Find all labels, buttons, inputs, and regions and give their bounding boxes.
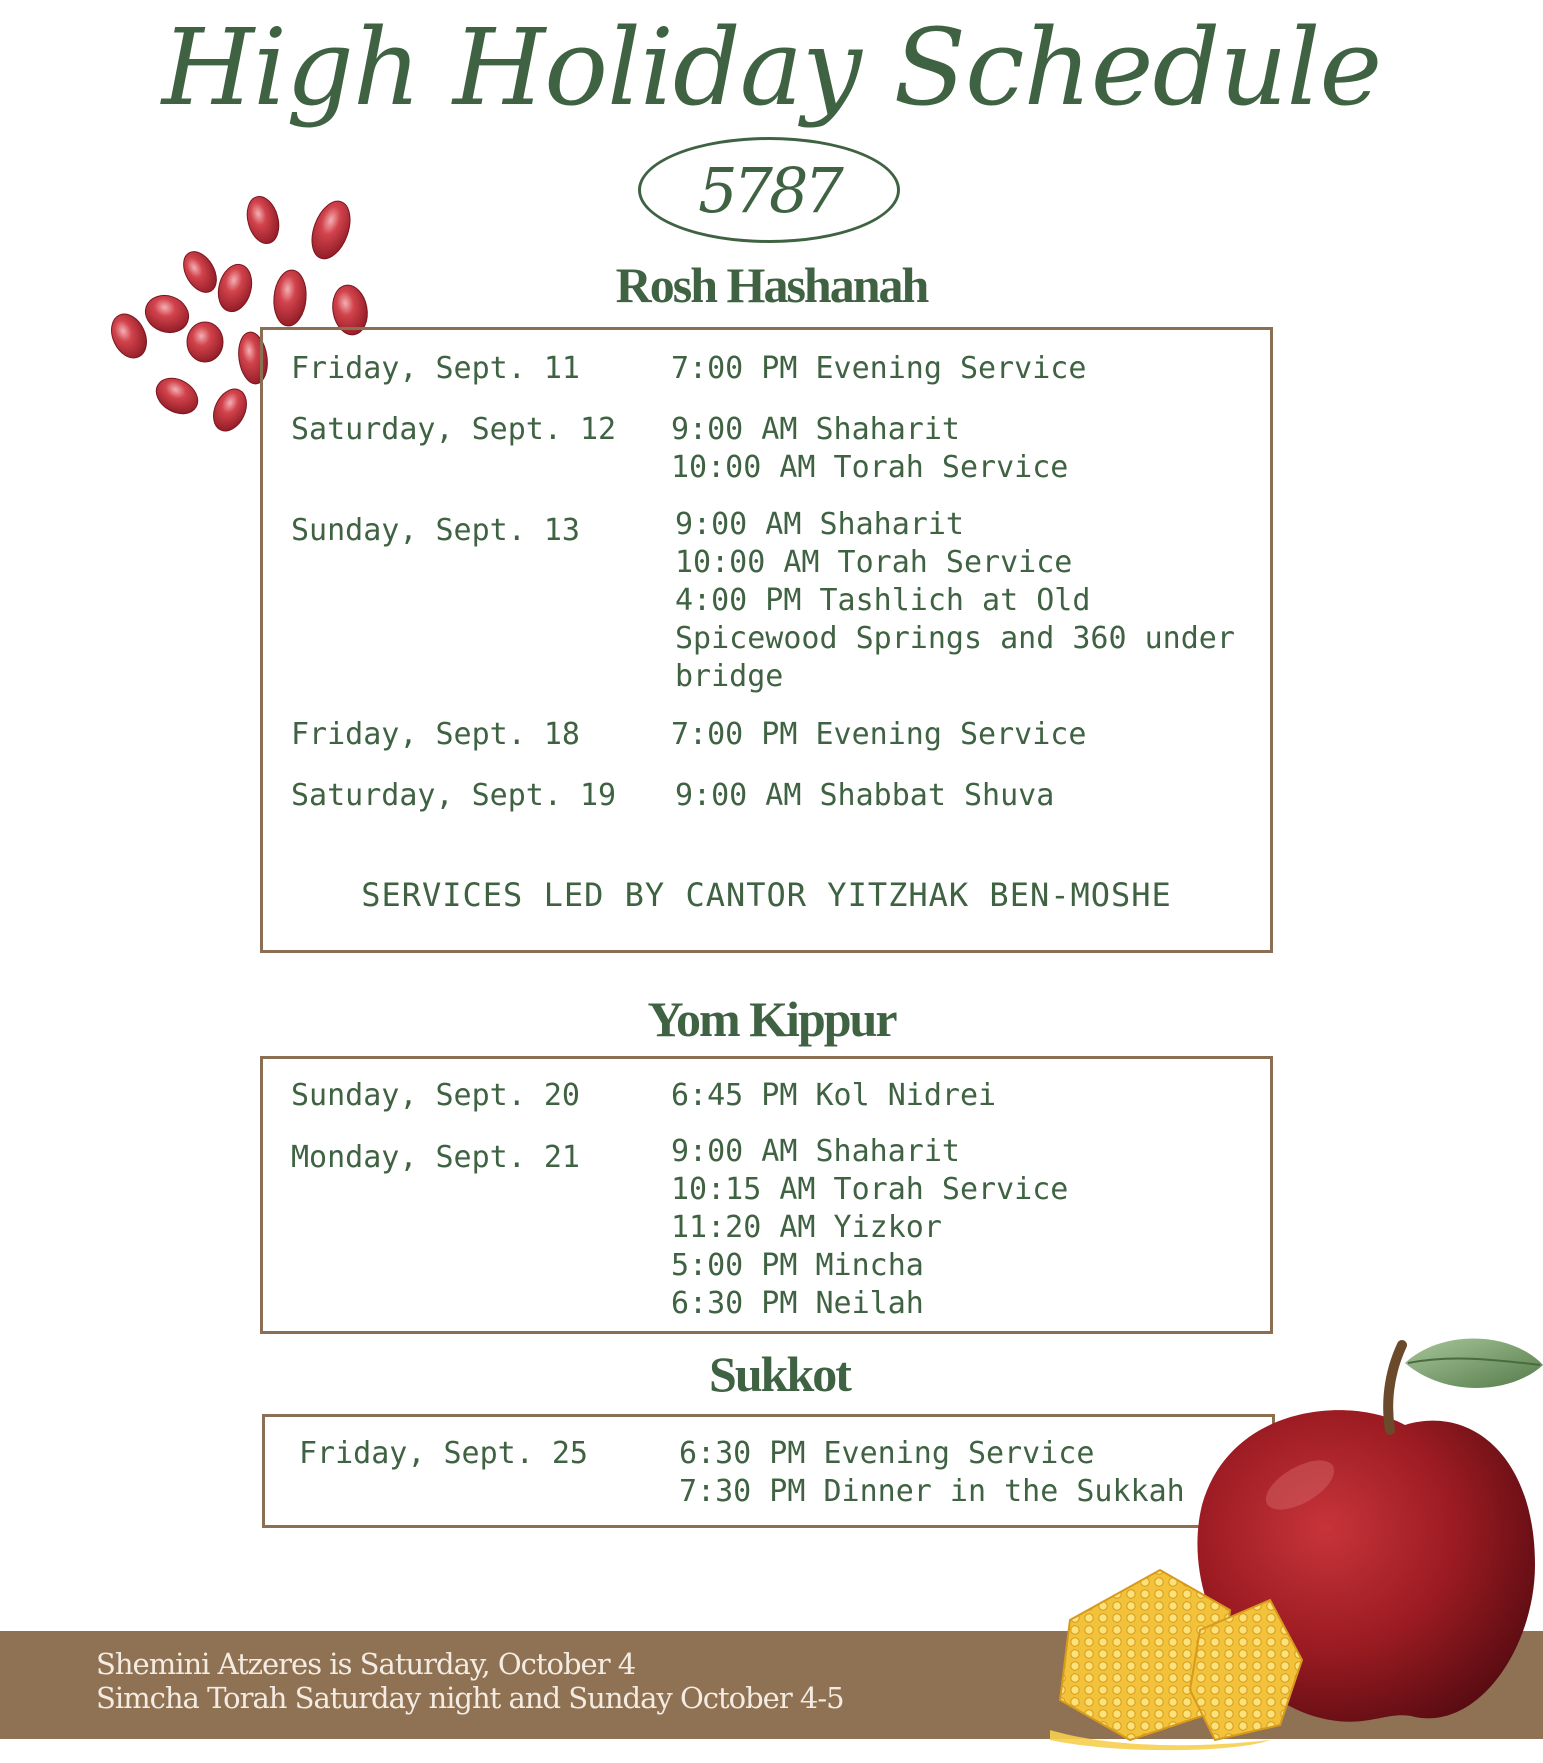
footer-line: Shemini Atzeres is Saturday, October 4 — [96, 1647, 636, 1681]
yk-time-line: 5:00 PM Mincha — [671, 1248, 924, 1283]
yk-time-line: 6:45 PM Kol Nidrei — [671, 1078, 997, 1113]
yk-time-line: 10:15 AM Torah Service — [671, 1172, 1069, 1207]
yom-kippur-heading: Yom Kippur — [647, 991, 896, 1047]
sukkot-times — [679, 1435, 1185, 1511]
rh-time-line: 9:00 AM Shaharit — [671, 412, 960, 447]
rh-date: Sunday, Sept. 13 — [291, 513, 580, 548]
rh-date: Friday, Sept. 18 — [291, 717, 580, 752]
yk-times — [671, 1077, 996, 1115]
rh-date: Saturday, Sept. 19 — [291, 778, 617, 813]
year-badge — [638, 137, 900, 243]
yk-times — [671, 1133, 1068, 1323]
year-text: 5787 — [698, 153, 840, 227]
rh-times — [671, 716, 1086, 754]
rh-time-line: 10:00 AM Torah Service — [671, 450, 1069, 485]
honeycomb-illustration — [1040, 1540, 1310, 1755]
rh-time-line: 9:00 AM Shaharit — [675, 507, 964, 542]
rh-time-line: bridge — [675, 659, 784, 694]
yom-kippur-box — [260, 1056, 1273, 1334]
rh-times — [675, 506, 1235, 696]
sukkot-time-line: 6:30 PM Evening Service — [679, 1436, 1095, 1471]
rh-date: Saturday, Sept. 12 — [291, 412, 617, 447]
yk-date: Sunday, Sept. 20 — [291, 1078, 580, 1113]
yk-date: Monday, Sept. 21 — [291, 1140, 580, 1175]
rosh-hashanah-box — [260, 327, 1273, 953]
footer-line: Simcha Torah Saturday night and Sunday October 4-5 — [96, 1681, 844, 1715]
rh-time-line: 10:00 AM Torah Service — [675, 545, 1073, 580]
page-title: High Holiday Schedule — [161, 6, 1382, 129]
sukkot-date: Friday, Sept. 25 — [299, 1436, 588, 1471]
sukkot-time-line: 7:30 PM Dinner in the Sukkah — [679, 1474, 1185, 1509]
rosh-hashanah-heading: Rosh Hashanah — [615, 257, 928, 313]
yk-time-line: 9:00 AM Shaharit — [671, 1134, 960, 1169]
rh-times — [671, 350, 1086, 388]
rh-times — [671, 411, 1068, 487]
rh-time-line: Spicewood Springs and 360 under — [675, 621, 1235, 656]
sukkot-heading: Sukkot — [709, 1346, 850, 1402]
rh-time-line: 7:00 PM Evening Service — [671, 717, 1087, 752]
yk-time-line: 6:30 PM Neilah — [671, 1286, 924, 1321]
rh-time-line: 9:00 AM Shabbat Shuva — [675, 778, 1055, 813]
sukkot-box — [262, 1414, 1275, 1528]
services-leader-note: SERVICES LED BY CANTOR YITZHAK BEN-MOSHE — [361, 876, 1172, 914]
rh-time-line: 7:00 PM Evening Service — [671, 351, 1087, 386]
rh-time-line: 4:00 PM Tashlich at Old — [675, 583, 1091, 618]
rh-times — [675, 777, 1054, 815]
rh-date: Friday, Sept. 11 — [291, 351, 580, 386]
yk-time-line: 11:20 AM Yizkor — [671, 1210, 942, 1245]
